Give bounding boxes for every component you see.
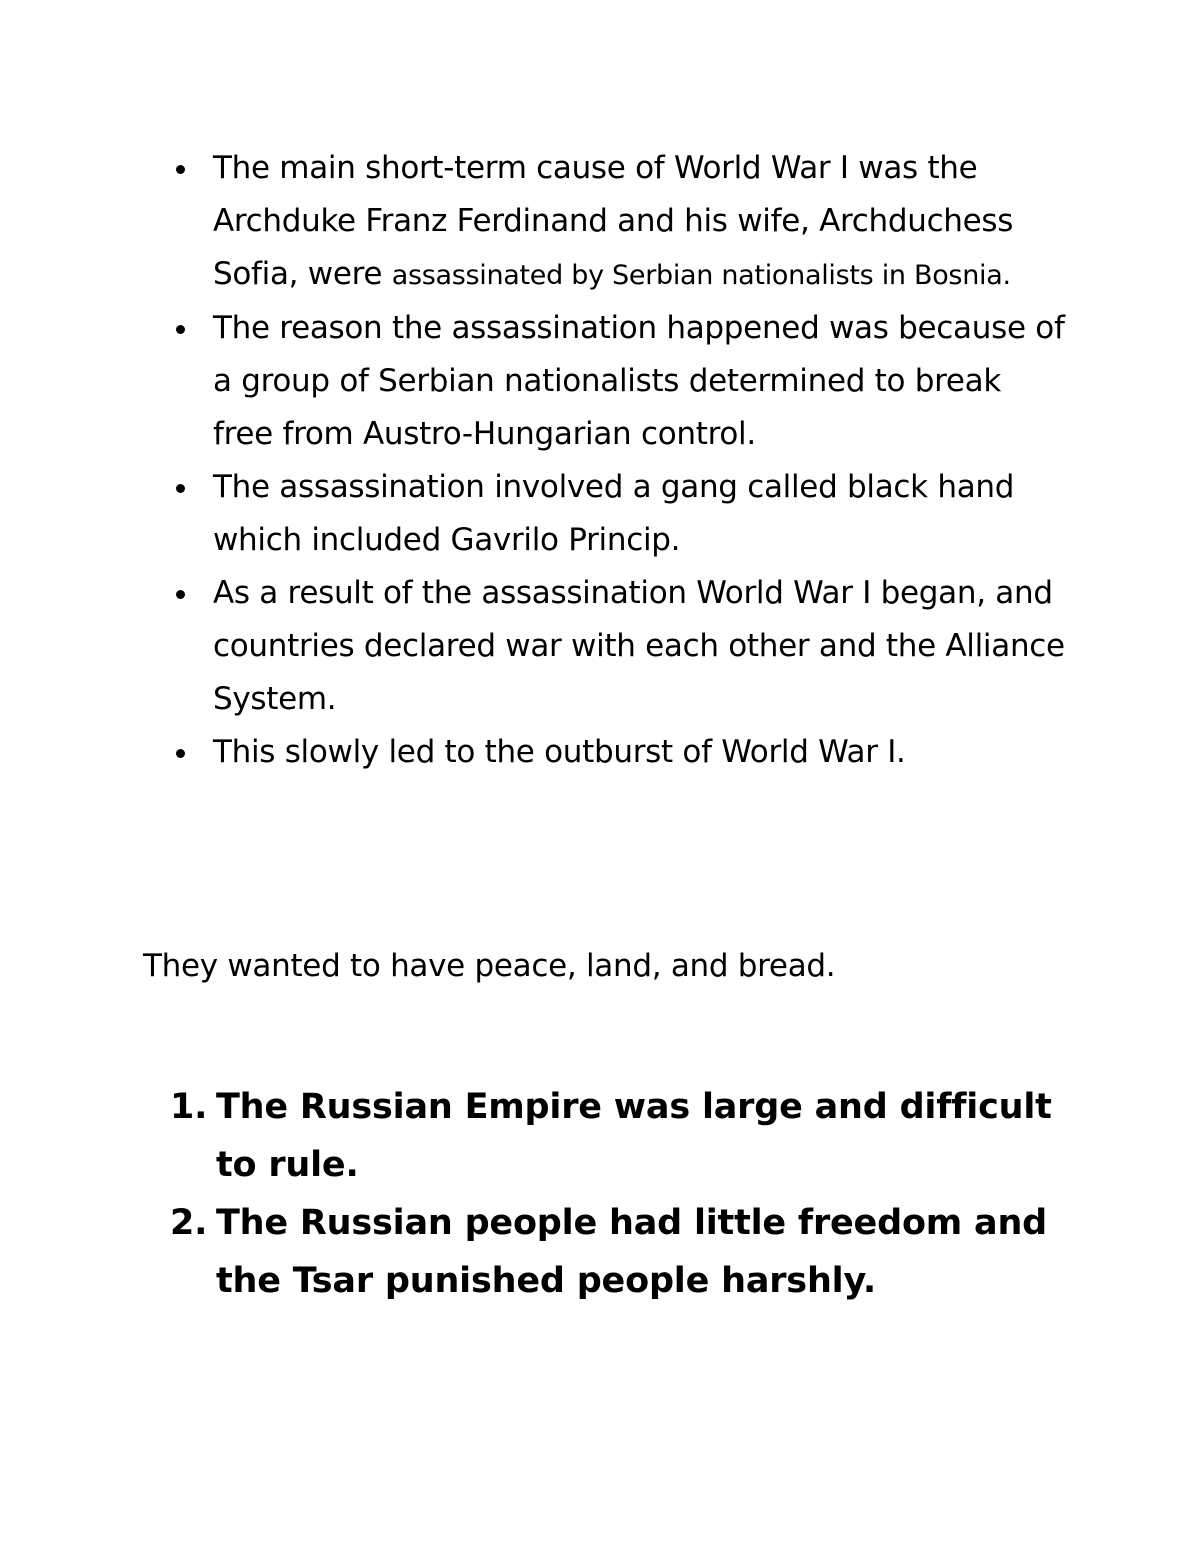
bullet-dot-icon xyxy=(176,165,185,174)
item-number: 2. xyxy=(170,1203,208,1243)
list-item-text: As a result of the assassination World War I began, and countries declared war with each other and the Alliance System. xyxy=(213,575,1065,717)
bullet-dot-icon xyxy=(176,484,185,493)
list-item xyxy=(160,567,1070,726)
bullet-dot-icon xyxy=(176,590,185,599)
numbered-list xyxy=(170,1078,1070,1310)
bullet-dot-icon xyxy=(176,325,185,334)
list-item-text: The reason the assassination happened was because of a group of Serbian nationalists determined to break free from Austro-Hungarian control. xyxy=(213,310,1065,452)
numbered-item xyxy=(170,1078,1070,1194)
list-item xyxy=(160,302,1070,461)
bullet-dot-icon xyxy=(176,749,185,758)
list-item-text: The assassination involved a gang called black hand which included Gavrilo Princip. xyxy=(213,469,1015,558)
numbered-item-text: The Russian people had little freedom and the Tsar punished people harshly. xyxy=(216,1203,1048,1301)
numbered-item-text: The Russian Empire was large and difficult to rule. xyxy=(216,1087,1052,1185)
bullet-list xyxy=(160,142,1070,779)
numbered-item xyxy=(170,1194,1070,1310)
list-item xyxy=(160,726,1070,779)
list-item-text-small: assassinated by Serbian nationalists in Bosnia. xyxy=(391,260,1011,291)
list-item xyxy=(160,461,1070,567)
list-item-text: The main short-term cause of World War I was the Archduke Franz Ferdinand and his wife, Archduchess Sofia, were xyxy=(213,150,1014,292)
item-number: 1. xyxy=(170,1087,208,1127)
body-paragraph: They wanted to have peace, land, and bread. xyxy=(143,948,836,984)
list-item-text: This slowly led to the outburst of World War I. xyxy=(213,734,906,770)
list-item xyxy=(160,142,1070,302)
